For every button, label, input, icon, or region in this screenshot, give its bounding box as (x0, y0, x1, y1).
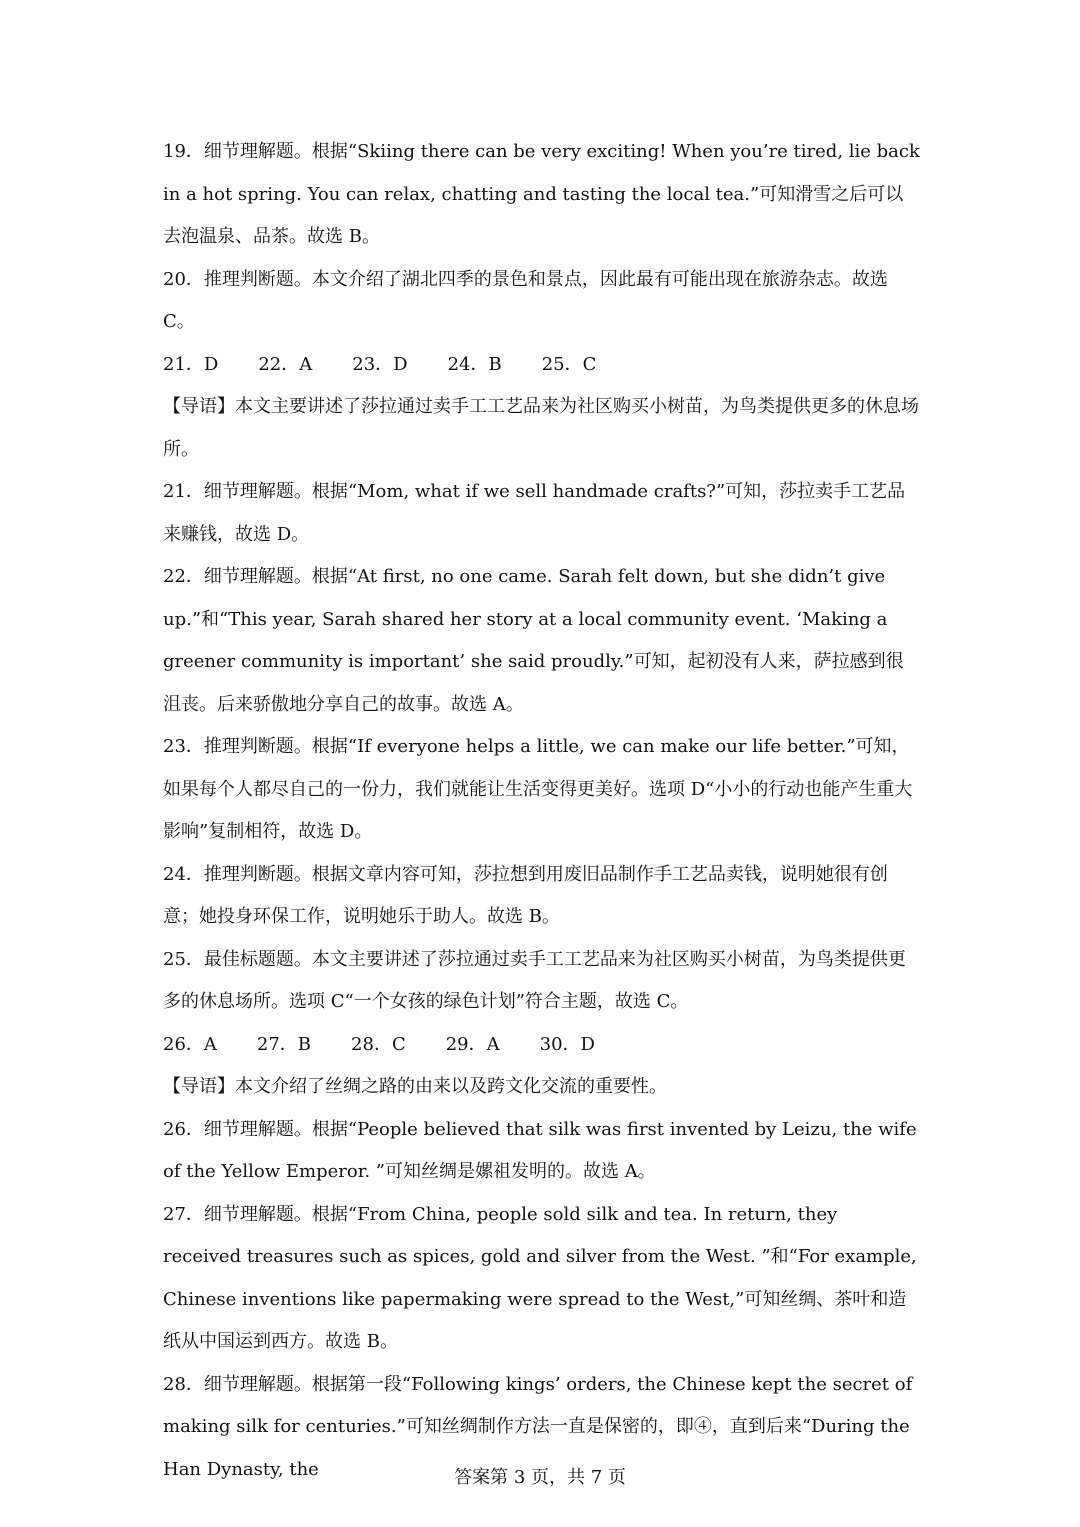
paragraph-25: 25．最佳标题题。本文主要讲述了莎拉通过卖手工工艺品来为社区购买小树苗，为鸟类提供更多的休息场所。选项 C“一个女孩的绿色计划”符合主题，故选 C。 (163, 948, 906, 1012)
answer-29: 29．A (445, 1033, 500, 1055)
answer-23: 23．D (352, 353, 408, 375)
answer-22: 22．A (258, 353, 313, 375)
intro-passage-c: 【导语】本文主要讲述了莎拉通过卖手工工艺品来为社区购买小树苗，为鸟类提供更多的休息场所。 (163, 396, 919, 460)
paragraph-23: 23．推理判断题。根据“If everyone helps a little, we can make our life better.”可知，如果每个人都尽自己的一份力，我们就能让生活变得更美好。选项 D“小小的行动也能产生重大影响”复制相符，故选 D。 (163, 736, 913, 842)
answer-21: 21．D (163, 353, 219, 375)
paragraph-28: 28．细节理解题。根据第一段“Following kings’ orders, the Chinese kept the secret of making silk for centuries.”可知丝绸制作方法一直是保密的，即④，直到后来“During the Han Dynasty, the (163, 1373, 913, 1480)
answer-26: 26．A (163, 1033, 217, 1055)
answer-27: 27．B (256, 1033, 312, 1055)
paragraph-19: 19．细节理解题。根据“Skiing there can be very exciting! When you’re tired, lie back in a hot spring. You can relax, chatting and tasting the local tea.”可知滑雪之后可以去泡温泉、品茶。故选 B。 (163, 141, 920, 247)
paragraph-20: 20．推理判断题。本文介绍了湖北四季的景色和景点，因此最有可能出现在旅游杂志。故选 C。 (163, 268, 888, 332)
answer-28: 28．C (351, 1033, 406, 1055)
answer-30: 30．D (539, 1033, 595, 1055)
paragraph-26: 26．细节理解题。根据“People believed that silk was first invented by Leizu, the wife of the Yellow Emperor. ”可知丝绸是嫘祖发明的。故选 A。 (163, 1118, 917, 1182)
intro-passage-d: 【导语】本文介绍了丝绸之路的由来以及跨文化交流的重要性。 (163, 1076, 667, 1097)
paragraph-27: 27．细节理解题。根据“From China, people sold silk and tea. In return, they received treasures such as spices, gold and silver from the West. ”和“For example, Chinese inventions like papermaking were spread to the West,”可知丝绸、茶叶和造纸从中国运到西方。故选 B。 (163, 1203, 917, 1352)
answer-key-21-25 (163, 344, 921, 387)
answer-key-26-30 (163, 1024, 921, 1067)
paragraph-24: 24．推理判断题。根据文章内容可知，莎拉想到用废旧品制作手工艺品卖钱，说明她很有创意；她投身环保工作，说明她乐于助人。故选 B。 (163, 863, 888, 927)
paragraph-21: 21．细节理解题。根据“Mom, what if we sell handmade crafts?”可知，莎拉卖手工艺品来赚钱，故选 D。 (163, 481, 906, 545)
page-footer: 答案第 3 页，共 7 页 (454, 1467, 626, 1488)
answer-25: 25．C (541, 353, 597, 375)
answer-24: 24．B (447, 353, 502, 375)
paragraph-22: 22．细节理解题。根据“At first, no one came. Sarah felt down, but she didn’t give up.”和“This year, Sarah shared her story at a local community event. ‘Making a greener community is important’ she said proudly.”可知，起初没有人来，萨拉感到很沮丧。后来骄傲地分享自己的故事。故选 A。 (163, 566, 904, 715)
answer-content (163, 131, 921, 1491)
